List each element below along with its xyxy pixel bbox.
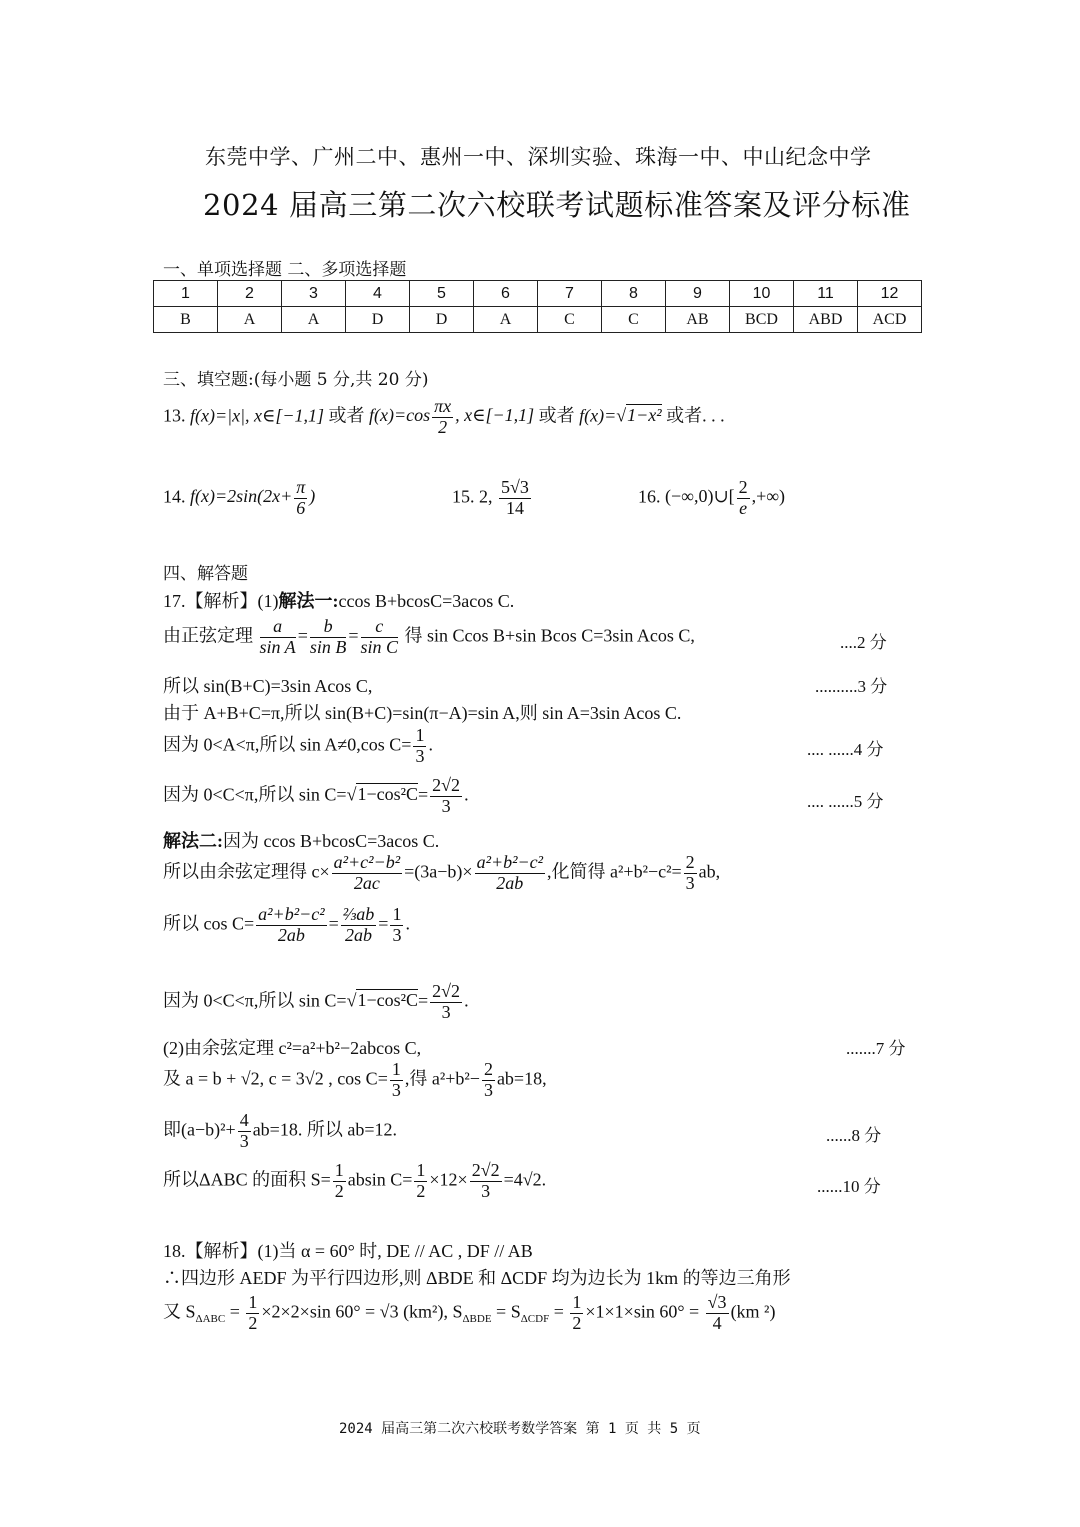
score-mark: ......10 分 xyxy=(817,1177,881,1196)
q17-line: 因为 0<C<π,所以 sin C=√1−cos²C= $\frac{2√2}{3}$ . xyxy=(163,775,469,816)
q15-answer-a: 2, xyxy=(479,486,493,507)
q18-area-line: 又 $S_{\Delta ABC}$ = $\frac{1}{2}$ ×2×2×sin 60° = √3 (km²), $S_{\Delta BDE} = S_{\Delta CDF}$ = $\frac{1}{2}$ ×1×1×sin 60° = $\frac{√3}{4}$ (km ²) xyxy=(163,1292,776,1333)
question-number-cell: 8 xyxy=(602,281,666,307)
score-mark: .......7 分 xyxy=(846,1039,906,1058)
q17-line: 所以 sin(B+C)=3sin Acos C, xyxy=(163,676,373,696)
q17-line: 所以 cos C= $\frac{\text{a²+b²−c²}}{2ab}$ = $\frac{\text{⅔ab}}{2ab}$ = $\frac{1}{3}$ . xyxy=(163,904,410,945)
answer-cell: A xyxy=(474,307,538,333)
q16-number: 16. xyxy=(638,486,661,507)
question-number-cell: 12 xyxy=(858,281,922,307)
q17-sine-law-line: 由正弦定理 $\frac{a}{\text{sin A}}$ = $\frac{b}{\text{sin B}}$ = $\frac{c}{\text{sin C}}$ 得 sin Ccos B+sin Bcos C=3sin Acos C, xyxy=(163,616,695,657)
answer-cell: D xyxy=(346,307,410,333)
score-mark: ..........3 分 xyxy=(815,677,888,696)
q13-number: 13. xyxy=(163,405,186,426)
q13-answer-c: f(x)=√1−x² xyxy=(579,405,662,426)
answer-cell: A xyxy=(218,307,282,333)
q18-line: ∴四边形 AEDF 为平行四边形,则 ΔBDE 和 ΔCDF 均为边长为 1km 的等边三角形 xyxy=(163,1268,791,1288)
question-number-cell: 2 xyxy=(218,281,282,307)
answer-cell: A xyxy=(282,307,346,333)
section-fill-label: 三、填空题:(每小题 5 分,共 20 分) xyxy=(163,370,429,390)
q17-line: 及 a = b + √2, c = 3√2 , cos C= $\frac{1}{3}$ ,得 a²+b²− $\frac{2}{3}$ ab=18, xyxy=(163,1059,547,1100)
q15-line xyxy=(452,478,533,519)
q15-answer-b: $\frac{5√3}{14}$ xyxy=(501,477,529,518)
q17-line: 所以由余弦定理得 c× $\frac{\text{a²+c²−b²}}{2ac}$ =(3a−b)× $\frac{\text{a²+b²−c²}}{2ab}$ ,化简得 a²+b²−c²= $\frac{2}{3}$ ab, xyxy=(163,852,721,893)
q14-line xyxy=(163,478,315,519)
q17-area-line: 所以ΔABC 的面积 S= $\frac{1}{2}$ absin C= $\frac{1}{2}$ ×12× $\frac{2√2}{3}$ =4√2. xyxy=(163,1160,547,1201)
q16-line xyxy=(638,478,785,519)
score-mark: ....2 分 xyxy=(840,633,887,652)
q17-line: 即(a−b)²+ $\frac{4}{3}$ ab=18. 所以 ab=12. xyxy=(163,1110,397,1151)
q17-head: 17.【解析】(1)解法一:ccos B+bcosC=3acos C. xyxy=(163,591,515,611)
answer-cell: D xyxy=(410,307,474,333)
question-number-cell: 11 xyxy=(794,281,858,307)
section-choice-label: 一、单项选择题 二、多项选择题 xyxy=(163,260,407,280)
q16-answer: (−∞,0)∪[ $\frac{2}{e}$ ,+∞) xyxy=(665,477,786,518)
q17-line: 由于 A+B+C=π,所以 sin(B+C)=sin(π−A)=sin A,则 sin A=3sin Acos C. xyxy=(163,703,682,723)
section-solve-label: 四、解答题 xyxy=(163,564,248,584)
answer-table-answer-row xyxy=(154,307,922,333)
question-number-cell: 5 xyxy=(410,281,474,307)
question-number-cell: 6 xyxy=(474,281,538,307)
q13-answer-a: f(x)=|x|, x∈[−1,1] xyxy=(190,405,324,426)
answer-table-number-row xyxy=(154,281,922,307)
q17-line: 因为 0<C<π,所以 sin C=√1−cos²C= $\frac{2√2}{3}$ . xyxy=(163,981,469,1022)
score-mark: .... ......5 分 xyxy=(807,792,884,811)
q17-method2-head: 解法二:因为 ccos B+bcosC=3acos C. xyxy=(163,831,440,851)
score-mark: .... ......4 分 xyxy=(807,740,884,759)
q13-answer-b: f(x)=cos $\frac{\pi x}{2}$ , x∈[−1,1] xyxy=(368,396,535,437)
q18-head: 18.【解析】(1)当 α = 60° 时, DE // AC , DF // AB xyxy=(163,1241,533,1261)
schools-line: 东莞中学、广州二中、惠州一中、深圳实验、珠海一中、中山纪念中学 xyxy=(205,145,872,169)
q13-or: 或者 xyxy=(328,405,365,426)
answer-cell: BCD xyxy=(730,307,794,333)
answer-cell: C xyxy=(602,307,666,333)
answer-table xyxy=(153,280,922,333)
question-number-cell: 10 xyxy=(730,281,794,307)
answer-cell: ABD xyxy=(794,307,858,333)
q14-number: 14. xyxy=(163,486,186,507)
question-number-cell: 9 xyxy=(666,281,730,307)
question-number-cell: 3 xyxy=(282,281,346,307)
q13-line xyxy=(163,397,725,438)
document-title: 2024 届高三第二次六校联考试题标准答案及评分标准 xyxy=(203,188,911,222)
q14-answer: f(x)=2sin(2x+ $\frac{\pi}{6}$ ) xyxy=(190,477,316,518)
answer-cell: C xyxy=(538,307,602,333)
question-number-cell: 7 xyxy=(538,281,602,307)
page-footer: 2024 届高三第二次六校联考数学答案 第 1 页 共 5 页 xyxy=(339,1421,701,1437)
answer-cell: B xyxy=(154,307,218,333)
q17-part2-head: (2)由余弦定理 c²=a²+b²−2abcos C, xyxy=(163,1038,422,1058)
q17-line: 因为 0<A<π,所以 sin A≠0,cos C= $\frac{1}{3}$ . xyxy=(163,725,433,766)
q13-or-more: 或者. . . xyxy=(666,405,725,426)
answer-cell: AB xyxy=(666,307,730,333)
question-number-cell: 4 xyxy=(346,281,410,307)
q13-or: 或者 xyxy=(538,405,575,426)
question-number-cell: 1 xyxy=(154,281,218,307)
q15-number: 15. xyxy=(452,486,475,507)
answer-cell: ACD xyxy=(858,307,922,333)
score-mark: ......8 分 xyxy=(826,1126,882,1145)
